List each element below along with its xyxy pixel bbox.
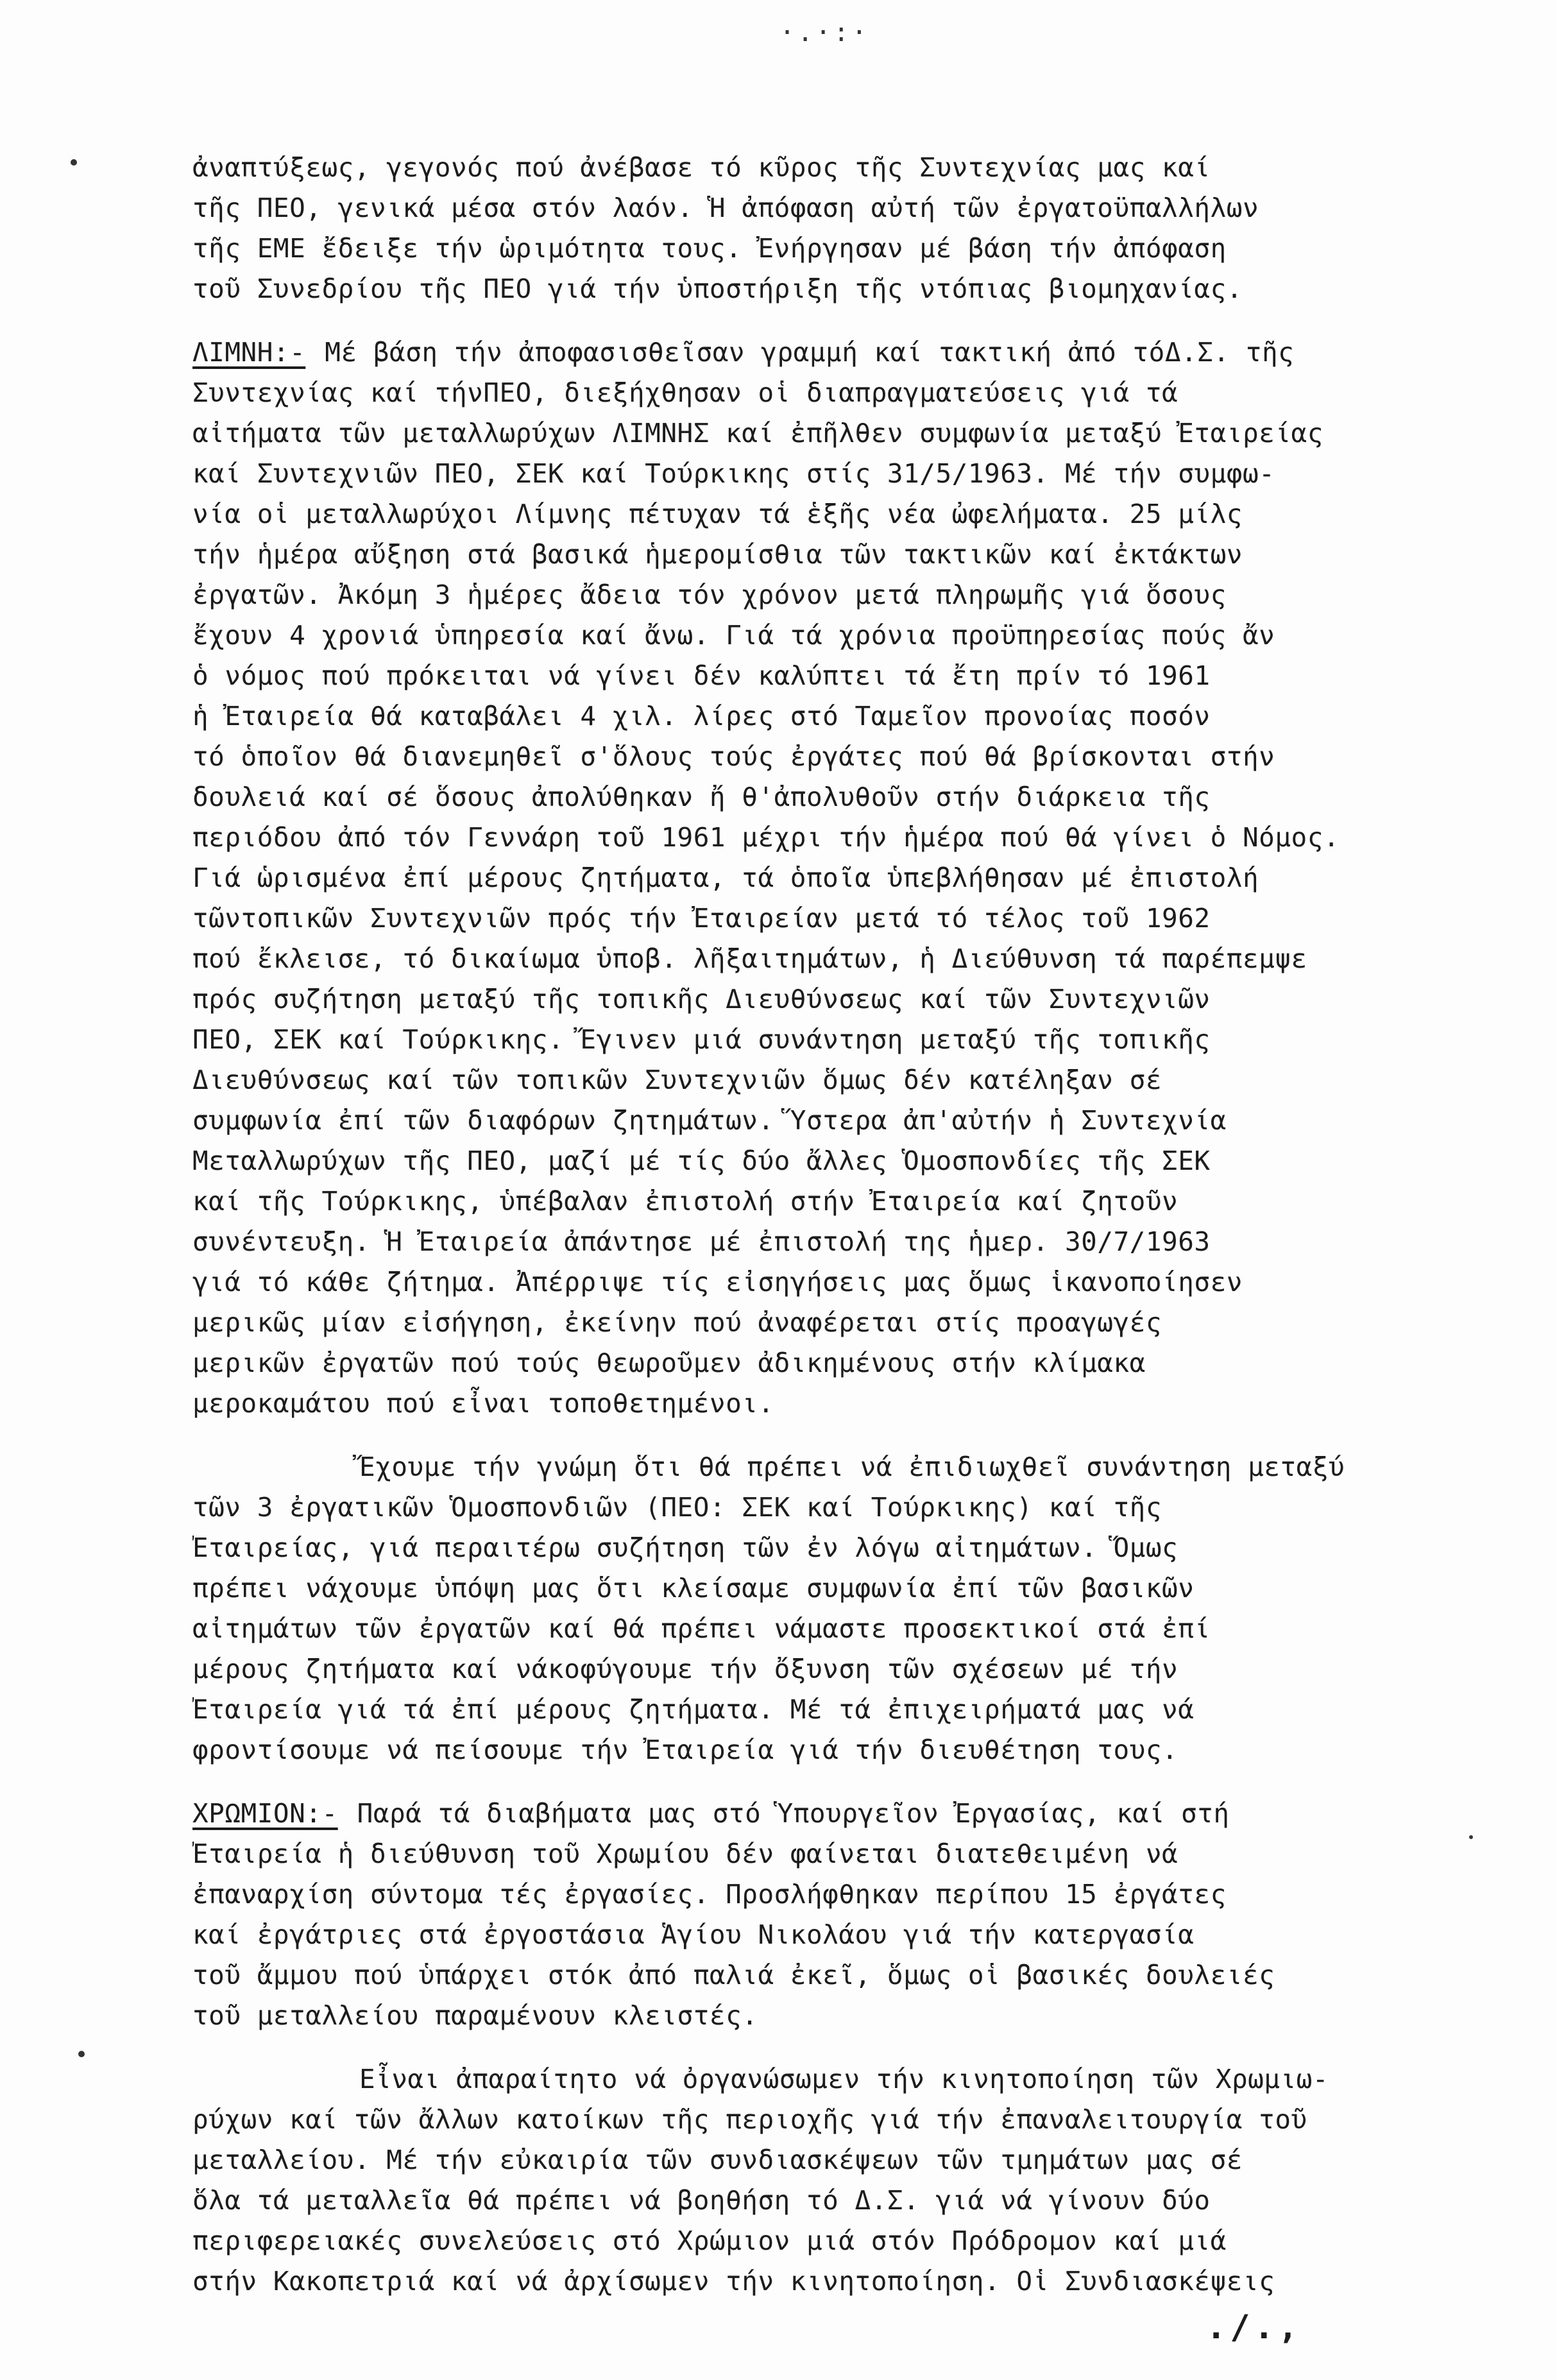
text-line: αἰτήματα τῶν μεταλλωρύχων ΛΙΜΝΗΣ καί ἐπῆλθεν συμφωνία μεταξύ Ἐταιρείας [192,418,1323,449]
text-line: καί ἐργάτριες στά ἐργοστάσια Ἁγίου Νικολάου γιά τήν κατεργασία [192,1919,1195,1950]
intro-paragraph [192,148,1443,309]
text-line: μερικῶς μίαν εἰσήγηση, ἐκείνην πού ἀναφέρεται στίς προαγωγές [192,1307,1162,1338]
chromion-heading: ΧΡΩΜΙΟΝ:- [192,1798,338,1829]
text-line: τῆς ΠΕΟ, γενικά μέσα στόν λαόν. Ἡ ἀπόφαση αὐτή τῶν ἐργατοϋπαλλήλων [192,193,1259,223]
text-line: Συντεχνίας καί τήνΠΕΟ, διεξήχθησαν οἱ διαπραγματεύσεις γιά τά [192,377,1178,408]
text-line: μεταλλείου. Μέ τήν εὐκαιρία τῶν συνδιασκέψεων τῶν τμημάτων μας σέ [192,2145,1243,2175]
text-line: φροντίσουμε νά πείσουμε τήν Ἐταιρεία γιά τήν διευθέτηση τους. [192,1734,1178,1765]
text-line: Διευθύνσεως καί τῶν τοπικῶν Συντεχνιῶν ὅμως δέν κατέληξαν σέ [192,1065,1162,1095]
text-line: αἰτημάτων τῶν ἐργατῶν καί θά πρέπει νάμαστε προσεκτικοί στά ἐπί [192,1613,1211,1644]
text-span: Μέ βάση τήν ἀποφασισθεῖσαν γραμμή καί τακτική ἀπό τόΔ.Σ. τῆς [325,337,1295,368]
opinion-paragraph [192,1447,1443,1770]
text-line: Ἐταιρεία γιά τά ἐπί μέρους ζητήματα. Μέ τά ἐπιχειρήματά μας νά [192,1694,1195,1725]
text-line: ἐπαναρχίση σύντομα τές ἐργασίες. Προσλήφθηκαν περίπου 15 ἐργάτες [192,1879,1227,1910]
scan-speck [78,2051,85,2057]
text-line: Εἶναι ἀπαραίτητο νά ὀργανώσωμεν τήν κινητοποίηση τῶν Χρωμιω- [359,2064,1329,2094]
text-line: τήν ἡμέρα αὔξηση στά βασικά ἡμερομίσθια τῶν τακτικῶν καί ἐκτάκτων [192,539,1243,570]
text-line: τῶντοπικῶν Συντεχνιῶν πρός τήν Ἐταιρείαν μετά τό τέλος τοῦ 1962 [192,903,1211,934]
scan-speck [1469,1835,1473,1839]
text-line: καί Συντεχνιῶν ΠΕΟ, ΣΕΚ καί Τούρκικης στίς 31/5/1963. Μέ τήν συμφω- [192,458,1275,489]
closing-paragraph [192,2059,1443,2302]
text-line: πρέπει νάχουμε ὑπόψη μας ὅτι κλείσαμε συμφωνία ἐπί τῶν βασικῶν [192,1573,1195,1604]
text-line: ὁ νόμος πού πρόκειται νά γίνει δέν καλύπτει τά ἔτη πρίν τό 1961 [192,660,1211,691]
limni-heading: ΛΙΜΝΗ:- [192,337,306,368]
text-line [192,332,1443,373]
text-line: πρός συζήτηση μεταξύ τῆς τοπικῆς Διευθύνσεως καί τῶν Συντεχνιῶν [192,984,1211,1014]
text-line: τῆς ΕΜΕ ἔδειξε τήν ὡριμότητα τους. Ἐνήργησαν μέ βάση τήν ἀπόφαση [192,233,1227,264]
text-line: ἡ Ἐταιρεία θά καταβάλει 4 χιλ. λίρες στό Ταμεῖον προνοίας ποσόν [192,701,1211,732]
text-line: γιά τό κάθε ζήτημα. Ἀπέρριψε τίς εἰσηγήσεις μας ὅμως ἱκανοποίησεν [192,1267,1243,1297]
text-line: Μεταλλωρύχων τῆς ΠΕΟ, μαζί μέ τίς δύο ἄλλες Ὁμοσπονδίες τῆς ΣΕΚ [192,1145,1211,1176]
text-line: περιόδου ἀπό τόν Γεννάρη τοῦ 1961 μέχρι τήν ἡμέρα πού θά γίνει ὁ Νόμος. [192,822,1340,853]
text-line: περιφερειακές συνελεύσεις στό Χρώμιον μιά στόν Πρόδρομον καί μιά [192,2225,1227,2256]
scan-speck [71,159,77,166]
text-line: μερικῶν ἐργατῶν πού τούς θεωροῦμεν ἀδικημένους στήν κλίμακα [192,1348,1146,1378]
limni-section [192,332,1443,1424]
text-line: ὅλα τά μεταλλεῖα θά πρέπει νά βοηθήση τό Δ.Σ. γιά νά γίνουν δύο [192,2185,1211,2216]
text-line: ἐργατῶν. Ἀκόμη 3 ἡμέρες ἄδεια τόν χρόνον μετά πληρωμῆς γιά ὅσους [192,579,1227,610]
text-line: Ἐταιρεία ἡ διεύθυνση τοῦ Χρωμίου δέν φαίνεται διατεθειμένη νά [192,1838,1178,1869]
text-line: ἀναπτύξεως, γεγονός πού ἀνέβασε τό κῦρος τῆς Συντεχνίας μας καί [192,152,1211,183]
text-line: ἔχουν 4 χρονιά ὑπηρεσία καί ἄνω. Γιά τά χρόνια προϋπηρεσίας πούς ἄν [192,620,1275,651]
text-line: τῶν 3 ἐργατικῶν Ὁμοσπονδιῶν (ΠΕΟ: ΣΕΚ καί Τούρκικης) καί τῆς [192,1492,1162,1523]
text-line: τοῦ Συνεδρίου τῆς ΠΕΟ γιά τήν ὑποστήριξη τῆς ντόπιας βιομηχανίας. [192,273,1243,304]
text-line [192,1794,1443,1834]
header-mark: ·.·:· [779,18,870,47]
text-line: ρύχων καί τῶν ἄλλων κατοίκων τῆς περιοχῆς γιά τήν ἐπαναλειτουργία τοῦ [192,2104,1307,2135]
text-line: νία οἱ μεταλλωρύχοι Λίμνης πέτυχαν τά ἑξῆς νέα ὠφελήματα. 25 μίλς [192,499,1243,529]
text-line: συμφωνία ἐπί τῶν διαφόρων ζητημάτων. Ὕστερα ἀπ'αὐτήν ἡ Συντεχνία [192,1105,1227,1136]
text-line: Ἐταιρείας, γιά περαιτέρω συζήτηση τῶν ἐν λόγω αἰτημάτων. Ὅμως [192,1532,1178,1563]
text-line: τοῦ ἄμμου πού ὑπάρχει στόκ ἀπό παλιά ἐκεῖ, ὅμως οἱ βασικές δουλειές [192,1960,1275,1990]
text-line: συνέντευξη. Ἡ Ἐταιρεία ἀπάντησε μέ ἐπιστολή της ἡμερ. 30/7/1963 [192,1226,1211,1257]
text-line: τοῦ μεταλλείου παραμένουν κλειστές. [192,2000,758,2031]
text-line: καί τῆς Τούρκικης, ὑπέβαλαν ἐπιστολή στήν Ἐταιρεία καί ζητοῦν [192,1186,1178,1217]
page-continuation-marker: ./., [1206,2308,1302,2347]
chromion-section [192,1794,1443,2036]
text-line: δουλειά καί σέ ὅσους ἀπολύθηκαν ἤ θ'ἀπολυθοῦν στήν διάρκεια τῆς [192,782,1211,812]
text-line: Ἔχουμε τήν γνώμη ὅτι θά πρέπει νά ἐπιδιωχθεῖ συνάντηση μεταξύ [359,1451,1345,1482]
text-span: Παρά τά διαβήματα μας στό Ὑπουργεῖον Ἐργασίας, καί στή [357,1798,1230,1829]
text-line: μέρους ζητήματα καί νάκοφύγουμε τήν ὄξυνση τῶν σχέσεων μέ τήν [192,1654,1178,1684]
text-line: Γιά ὡρισμένα ἐπί μέρους ζητήματα, τά ὁποῖα ὑπεβλήθησαν μέ ἐπιστολή [192,862,1259,893]
text-line: στήν Κακοπετριά καί νά ἀρχίσωμεν τήν κινητοποίηση. Οἱ Συνδιασκέψεις [192,2266,1275,2297]
text-line: τό ὁποῖον θά διανεμηθεῖ σ'ὅλους τούς ἐργάτες πού θά βρίσκονται στήν [192,741,1275,772]
text-line: ΠΕΟ, ΣΕΚ καί Τούρκικης. Ἔγινεν μιά συνάντηση μεταξύ τῆς τοπικῆς [192,1024,1211,1055]
text-line: πού ἔκλεισε, τό δικαίωμα ὑποβ. λῆξαιτημάτων, ἡ Διεύθυνση τά παρέπεμψε [192,943,1307,974]
text-line: μεροκαμάτου πού εἶναι τοποθετημένοι. [192,1388,774,1419]
